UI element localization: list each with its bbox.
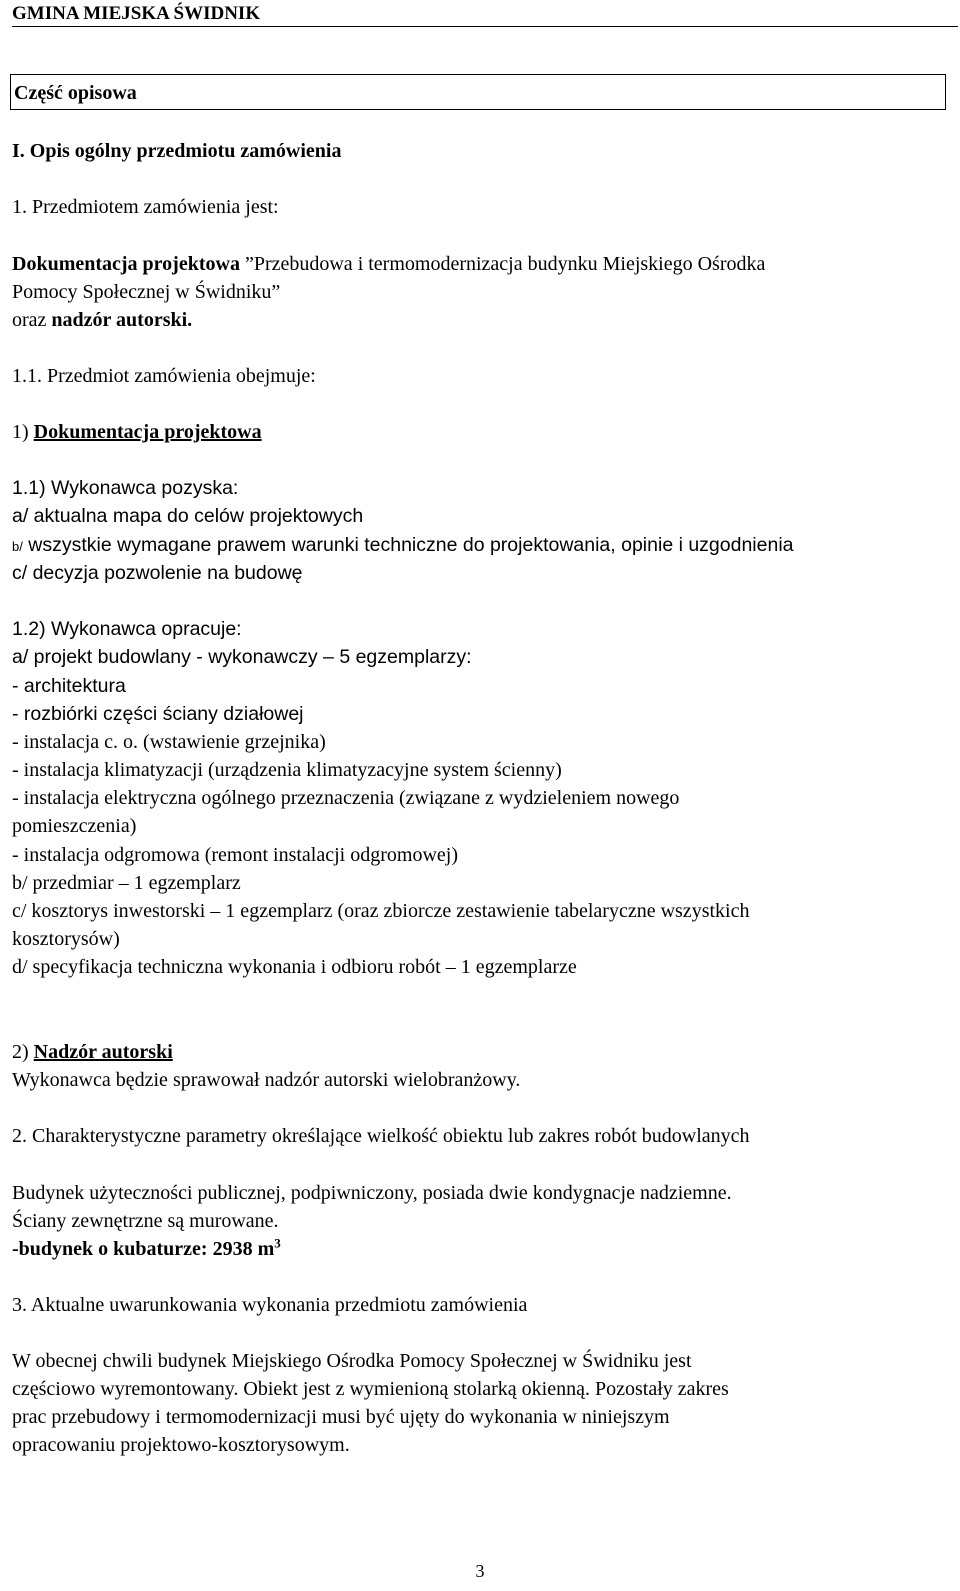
conditions-line-3: prac przebudowy i termomodernizacji musi być ujęty do wykonania w niniejszym xyxy=(12,1406,670,1428)
list2-heating: - instalacja c. o. (wstawienie grzejnika) xyxy=(12,731,326,753)
conditions-line-4: opracowaniu projektowo-kosztorysowym. xyxy=(12,1434,350,1456)
subject-line3-prefix: oraz xyxy=(12,309,52,331)
list1-item-b-prefix: b/ xyxy=(12,539,23,554)
item-1-subject-intro: 1. Przedmiotem zamówienia jest: xyxy=(12,196,279,218)
building-line-1: Budynek użyteczności publicznej, podpiwniczony, posiada dwie kondygnacje nadziemne. xyxy=(12,1182,732,1204)
part-2-prefix: 2) xyxy=(12,1041,34,1063)
list2-item-a: a/ projekt budowlany - wykonawczy – 5 egzemplarzy: xyxy=(12,646,472,668)
list2-lightning: - instalacja odgromowa (remont instalacji odgromowej) xyxy=(12,844,458,866)
list2-electrical-line-2: pomieszczenia) xyxy=(12,815,137,837)
list2-heading: 1.2) Wykonawca opracuje: xyxy=(12,618,242,640)
list2-item-d: d/ specyfikacja techniczna wykonania i odbioru robót – 1 egzemplarze xyxy=(12,956,577,978)
building-volume xyxy=(12,1237,281,1261)
list1-item-b-text: wszystkie wymagane prawem warunki techniczne do projektowania, opinie i uzgodnienia xyxy=(22,534,794,556)
conditions-line-2: częściowo wyremontowany. Obiekt jest z wymienioną stolarką okienną. Pozostały zakres xyxy=(12,1378,729,1400)
section-box xyxy=(10,74,946,110)
subject-line-3 xyxy=(12,308,192,332)
part-1-title: Dokumentacja projektowa xyxy=(33,421,262,443)
list1-item-a: a/ aktualna mapa do celów projektowych xyxy=(12,505,364,527)
item-2-parameters: 2. Charakterystyczne parametry określające wielkość obiektu lub zakres robót budowlanych xyxy=(12,1125,750,1147)
item-1-1-scope: 1.1. Przedmiot zamówienia obejmuje: xyxy=(12,365,316,387)
building-volume-text: -budynek o kubaturze: 2938 m xyxy=(12,1238,275,1260)
list2-electrical-line-1: - instalacja elektryczna ogólnego przeznaczenia (związane z wydzieleniem nowego xyxy=(12,787,680,809)
page-number: 3 xyxy=(475,1561,485,1581)
building-line-2: Ściany zewnętrzne są murowane. xyxy=(12,1210,279,1232)
part-2-title: Nadzór autorski xyxy=(33,1041,173,1063)
list1-item-c: c/ decyzja pozwolenie na budowę xyxy=(12,562,303,584)
subject-line3-bold: nadzór autorski. xyxy=(51,309,193,331)
header-title: GMINA MIEJSKA ŚWIDNIK xyxy=(12,3,261,24)
list1-heading: 1.1) Wykonawca pozyska: xyxy=(12,477,239,499)
part-2-text: Wykonawca będzie sprawował nadzór autorski wielobranżowy. xyxy=(12,1069,521,1091)
part-1-prefix: 1) xyxy=(12,421,34,443)
building-volume-sup: 3 xyxy=(274,1235,281,1251)
part-2-heading xyxy=(12,1040,173,1064)
subject-rest: ”Przebudowa i termomodernizacja budynku Miejskiego Ośrodka xyxy=(239,253,766,275)
item-3-conditions: 3. Aktualne uwarunkowania wykonania przedmiotu zamówienia xyxy=(12,1294,528,1316)
heading-general-description: I. Opis ogólny przedmiotu zamówienia xyxy=(12,140,342,162)
list1-item-b xyxy=(12,533,794,559)
header-divider xyxy=(12,26,958,27)
list2-air-conditioning: - instalacja klimatyzacji (urządzenia klimatyzacyjne system ścienny) xyxy=(12,759,562,781)
list2-item-c-line-2: kosztorysów) xyxy=(12,928,120,950)
list2-item-c-line-1: c/ kosztorys inwestorski – 1 egzemplarz (oraz zbiorcze zestawienie tabelaryczne wszystkich xyxy=(12,900,750,922)
subject-line-2: Pomocy Społecznej w Świdniku” xyxy=(12,281,281,303)
list2-demolition: - rozbiórki części ściany działowej xyxy=(12,703,304,725)
conditions-line-1: W obecnej chwili budynek Miejskiego Ośrodka Pomocy Społecznej w Świdniku jest xyxy=(12,1350,692,1372)
list2-architecture: - architektura xyxy=(12,675,126,697)
subject-bold: Dokumentacja projektowa xyxy=(12,253,240,275)
part-1-heading xyxy=(12,420,262,444)
list2-item-b: b/ przedmiar – 1 egzemplarz xyxy=(12,872,241,894)
section-box-label: Część opisowa xyxy=(14,82,137,104)
subject-line-1 xyxy=(12,252,765,276)
